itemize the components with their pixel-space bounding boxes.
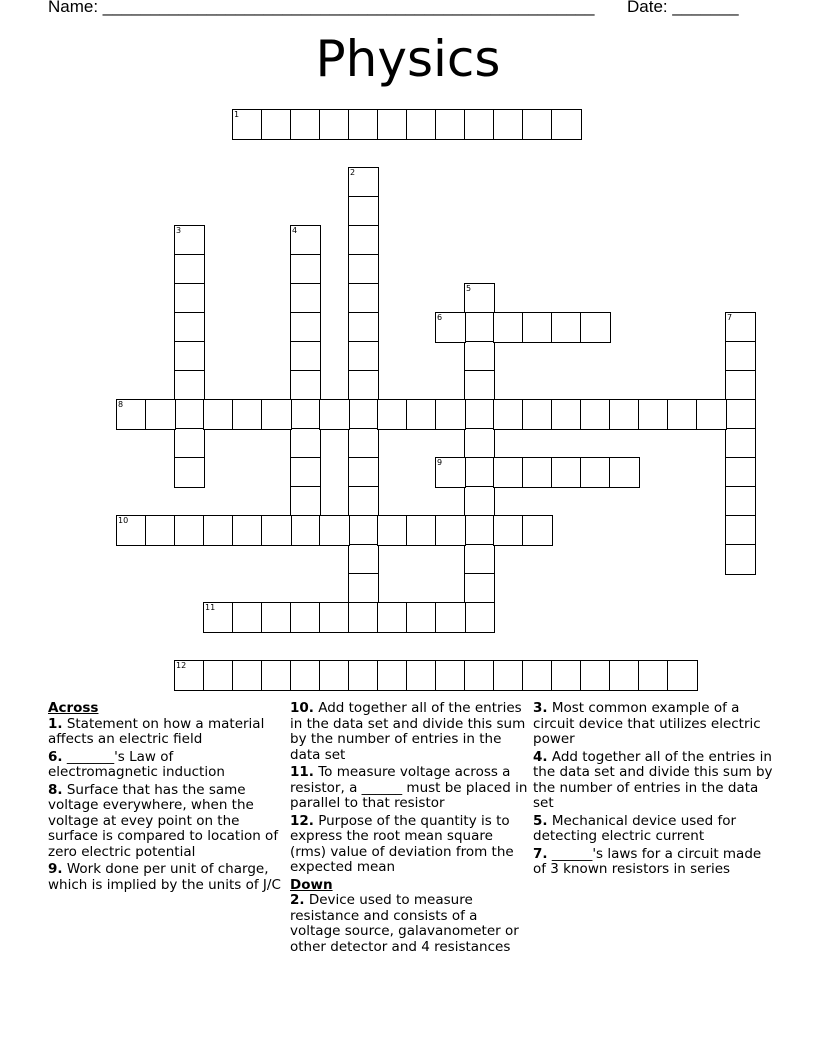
clue-number: 4 <box>292 226 298 235</box>
clue-item <box>290 701 528 763</box>
down-heading: Down <box>290 876 333 893</box>
clue-text: Most common example of a circuit device that utilizes electric power <box>533 700 761 747</box>
clue-text: Surface that has the same voltage everywhere, when the voltage at evey point on the surface is compared to location of zero electric potential <box>48 781 279 860</box>
grid-cell[interactable] <box>406 399 437 430</box>
grid-cell[interactable] <box>406 602 437 633</box>
grid-cell[interactable] <box>348 109 379 140</box>
grid-cell[interactable] <box>116 515 147 546</box>
grid-cell[interactable] <box>290 370 321 401</box>
grid-cell[interactable] <box>464 109 495 140</box>
grid-cell[interactable] <box>348 225 379 256</box>
grid-cell[interactable] <box>290 602 321 633</box>
grid-cell[interactable] <box>348 602 379 633</box>
grid-cell[interactable] <box>406 109 437 140</box>
grid-cell[interactable] <box>174 254 205 285</box>
grid-cell[interactable] <box>377 515 408 546</box>
grid-cell[interactable] <box>232 515 263 546</box>
grid-cell[interactable] <box>725 399 756 430</box>
grid-cell[interactable] <box>435 399 466 430</box>
grid-cell[interactable] <box>348 660 379 691</box>
grid-cell[interactable] <box>319 515 350 546</box>
grid-cell[interactable] <box>203 399 234 430</box>
clue-list <box>290 893 528 955</box>
clue-item <box>533 701 773 748</box>
grid-cell[interactable] <box>580 312 611 343</box>
clue-item <box>533 750 773 812</box>
grid-cell[interactable] <box>319 602 350 633</box>
clue-number-label: 1. <box>48 715 63 732</box>
grid-cell[interactable] <box>522 312 553 343</box>
clue-item <box>48 750 283 781</box>
grid-cell[interactable] <box>261 399 292 430</box>
grid-cell[interactable] <box>609 660 640 691</box>
grid-cell[interactable] <box>464 283 495 314</box>
clue-number: 8 <box>118 400 124 409</box>
clue-number: 1 <box>234 110 240 119</box>
grid-cell[interactable] <box>261 109 292 140</box>
grid-cell[interactable] <box>725 486 756 517</box>
grid-cell[interactable] <box>290 399 321 430</box>
grid-cell[interactable] <box>261 660 292 691</box>
page-title: Physics <box>315 30 501 88</box>
grid-cell[interactable] <box>435 457 466 488</box>
clue-item <box>533 814 773 845</box>
clue-item <box>290 814 528 876</box>
grid-cell[interactable] <box>348 486 379 517</box>
clue-number-label: 2. <box>290 892 305 908</box>
grid-cell[interactable] <box>203 660 234 691</box>
clue-number-label: 5. <box>533 812 548 829</box>
grid-cell[interactable] <box>290 515 321 546</box>
grid-cell[interactable] <box>174 312 205 343</box>
clue-number-label: 7. <box>533 845 548 862</box>
grid-cell[interactable] <box>203 515 234 546</box>
clue-list <box>48 717 283 894</box>
clue-number: 6 <box>437 313 443 322</box>
grid-cell[interactable] <box>348 167 379 198</box>
grid-cell[interactable] <box>174 515 205 546</box>
grid-cell[interactable] <box>435 312 466 343</box>
grid-cell[interactable] <box>377 660 408 691</box>
date-field-label[interactable]: Date: _______ <box>627 0 739 16</box>
grid-cell[interactable] <box>406 515 437 546</box>
grid-cell[interactable] <box>464 370 495 401</box>
grid-cell[interactable] <box>319 660 350 691</box>
clue-number-label: 12. <box>290 812 314 829</box>
clue-text: Purpose of the quantity is to express the root mean square (rms) value of deviation from the expected mean <box>290 812 514 875</box>
grid-cell[interactable] <box>232 660 263 691</box>
grid-cell[interactable] <box>348 515 379 546</box>
grid-cell[interactable] <box>377 602 408 633</box>
clue-number-label: 10. <box>290 700 314 716</box>
clue-number: 11 <box>205 603 216 612</box>
grid-cell[interactable] <box>464 660 495 691</box>
grid-cell[interactable] <box>464 486 495 517</box>
grid-cell[interactable] <box>261 515 292 546</box>
grid-cell[interactable] <box>464 457 495 488</box>
grid-cell[interactable] <box>348 544 379 575</box>
grid-cell[interactable] <box>348 283 379 314</box>
clue-number: 5 <box>466 284 472 293</box>
clue-text: Work done per unit of charge, which is implied by the units of J/C <box>48 861 281 893</box>
grid-cell[interactable] <box>609 399 640 430</box>
grid-cell[interactable] <box>725 341 756 372</box>
clues-column-2 <box>290 701 528 957</box>
clue-number: 2 <box>350 168 356 177</box>
grid-cell[interactable] <box>435 660 466 691</box>
grid-cell[interactable] <box>174 341 205 372</box>
grid-cell[interactable] <box>522 399 553 430</box>
clue-text: Add together all of the entries in the data set and divide this sum by the number of entries in the data set <box>290 700 526 763</box>
grid-cell[interactable] <box>348 399 379 430</box>
clue-number: 3 <box>176 226 182 235</box>
grid-cell[interactable] <box>725 370 756 401</box>
grid-cell[interactable] <box>348 312 379 343</box>
grid-cell[interactable] <box>232 109 263 140</box>
grid-cell[interactable] <box>638 660 669 691</box>
grid-cell[interactable] <box>348 573 379 604</box>
clue-number-label: 6. <box>48 748 63 765</box>
clue-item <box>290 893 528 955</box>
grid-cell[interactable] <box>232 399 263 430</box>
grid-cell[interactable] <box>464 312 495 343</box>
clue-number-label: 3. <box>533 700 548 716</box>
grid-cell[interactable] <box>638 399 669 430</box>
grid-cell[interactable] <box>493 457 524 488</box>
grid-cell[interactable] <box>377 399 408 430</box>
clue-number-label: 4. <box>533 748 548 765</box>
grid-cell[interactable] <box>580 660 611 691</box>
grid-cell[interactable] <box>493 399 524 430</box>
clue-item <box>48 717 283 748</box>
clue-number-label: 8. <box>48 781 63 798</box>
clue-number: 10 <box>118 516 129 525</box>
grid-cell[interactable] <box>290 254 321 285</box>
grid-cell[interactable] <box>522 660 553 691</box>
clue-list <box>533 701 773 878</box>
grid-cell[interactable] <box>435 602 466 633</box>
grid-cell[interactable] <box>290 312 321 343</box>
grid-cell[interactable] <box>667 660 698 691</box>
grid-cell[interactable] <box>290 486 321 517</box>
grid-cell[interactable] <box>174 225 205 256</box>
clues-column-3 <box>533 701 773 880</box>
grid-cell[interactable] <box>464 399 495 430</box>
grid-cell[interactable] <box>290 660 321 691</box>
grid-cell[interactable] <box>406 660 437 691</box>
grid-cell[interactable] <box>116 399 147 430</box>
grid-cell[interactable] <box>174 660 205 691</box>
grid-cell[interactable] <box>580 457 611 488</box>
grid-cell[interactable] <box>348 370 379 401</box>
grid-cell[interactable] <box>667 399 698 430</box>
clue-item <box>48 783 283 861</box>
grid-cell[interactable] <box>145 515 176 546</box>
grid-cell[interactable] <box>551 399 582 430</box>
grid-cell[interactable] <box>580 399 611 430</box>
grid-cell[interactable] <box>348 254 379 285</box>
clue-text: Add together all of the entries in the data set and divide this sum by the number of entries in the data set <box>533 748 773 811</box>
grid-cell[interactable] <box>493 109 524 140</box>
grid-cell[interactable] <box>522 109 553 140</box>
grid-cell[interactable] <box>696 399 727 430</box>
grid-cell[interactable] <box>725 515 756 546</box>
grid-cell[interactable] <box>551 109 582 140</box>
grid-cell[interactable] <box>551 457 582 488</box>
grid-cell[interactable] <box>319 109 350 140</box>
name-field-label[interactable]: Name: ____________________________________________________ <box>48 0 595 16</box>
grid-cell[interactable] <box>348 428 379 459</box>
clue-number-label: 9. <box>48 861 63 877</box>
clue-number: 12 <box>176 661 187 670</box>
grid-cell[interactable] <box>377 109 408 140</box>
clue-number-label: 11. <box>290 764 314 780</box>
grid-cell[interactable] <box>348 196 379 227</box>
clue-number: 7 <box>727 313 733 322</box>
grid-cell[interactable] <box>174 457 205 488</box>
grid-cell[interactable] <box>232 602 263 633</box>
clue-item <box>290 765 528 812</box>
grid-cell[interactable] <box>348 341 379 372</box>
grid-cell[interactable] <box>551 660 582 691</box>
grid-cell[interactable] <box>174 428 205 459</box>
clue-text: _______'s Law of electromagnetic induction <box>48 748 225 780</box>
grid-cell[interactable] <box>464 573 495 604</box>
grid-cell[interactable] <box>725 312 756 343</box>
clue-item <box>48 862 283 893</box>
clue-text: To measure voltage across a resistor, a ______ must be placed in parallel to that resistor <box>290 764 528 811</box>
grid-cell[interactable] <box>290 283 321 314</box>
clue-text: Device used to measure resistance and consists of a voltage source, galavanometer or other detector and 4 resistances <box>290 892 519 955</box>
clues-column-1 <box>48 701 283 895</box>
grid-cell[interactable] <box>290 109 321 140</box>
grid-cell[interactable] <box>435 109 466 140</box>
clue-list <box>290 701 528 876</box>
grid-cell[interactable] <box>174 370 205 401</box>
grid-cell[interactable] <box>493 312 524 343</box>
grid-cell[interactable] <box>174 283 205 314</box>
grid-cell[interactable] <box>145 399 176 430</box>
grid-cell[interactable] <box>551 312 582 343</box>
grid-cell[interactable] <box>319 399 350 430</box>
clue-text: Mechanical device used for detecting electric current <box>533 812 737 844</box>
grid-cell[interactable] <box>609 457 640 488</box>
clue-text: ______'s laws for a circuit made of 3 known resistors in series <box>533 845 762 877</box>
grid-cell[interactable] <box>522 515 553 546</box>
grid-cell[interactable] <box>464 602 495 633</box>
grid-cell[interactable] <box>464 428 495 459</box>
clue-text: Statement on how a material affects an electric field <box>48 715 265 747</box>
grid-cell[interactable] <box>435 515 466 546</box>
grid-cell[interactable] <box>493 660 524 691</box>
grid-cell[interactable] <box>348 457 379 488</box>
grid-cell[interactable] <box>522 457 553 488</box>
grid-cell[interactable] <box>290 341 321 372</box>
grid-cell[interactable] <box>290 457 321 488</box>
grid-cell[interactable] <box>725 457 756 488</box>
grid-cell[interactable] <box>493 515 524 546</box>
clue-number: 9 <box>437 458 443 467</box>
grid-cell[interactable] <box>290 428 321 459</box>
across-heading: Across <box>48 700 99 716</box>
grid-cell[interactable] <box>464 544 495 575</box>
grid-cell[interactable] <box>464 515 495 546</box>
grid-cell[interactable] <box>261 602 292 633</box>
clue-item <box>533 847 773 878</box>
grid-cell[interactable] <box>725 544 756 575</box>
grid-cell[interactable] <box>174 399 205 430</box>
grid-cell[interactable] <box>725 428 756 459</box>
grid-cell[interactable] <box>203 602 234 633</box>
grid-cell[interactable] <box>464 341 495 372</box>
grid-cell[interactable] <box>290 225 321 256</box>
